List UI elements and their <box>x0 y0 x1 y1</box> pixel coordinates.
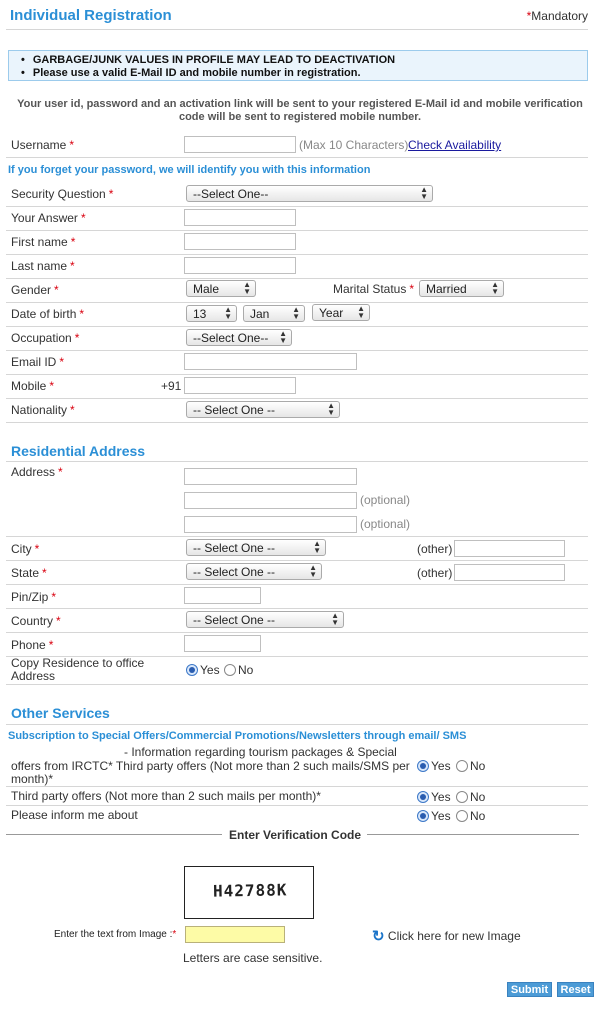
other-services-heading: Other Services <box>11 705 110 721</box>
email-label: Email ID * <box>11 355 65 369</box>
address-line-1-input[interactable] <box>184 468 357 485</box>
captcha-entry-label: Enter the text from Image :* <box>54 929 177 940</box>
nationality-label: Nationality * <box>11 403 75 417</box>
offer-1-no-radio[interactable]: No <box>456 759 485 773</box>
updown-arrow-icon: ▲ ▼ <box>224 305 232 321</box>
occupation-select[interactable]: --Select One-- ▲ ▼ <box>186 329 292 346</box>
updown-arrow-icon: ▲ ▼ <box>279 329 287 345</box>
first-name-input[interactable] <box>184 233 296 250</box>
mobile-prefix: +91 <box>161 379 182 393</box>
radio-empty-icon <box>456 760 468 772</box>
address-label: Address * <box>11 465 63 479</box>
updown-arrow-icon: ▲ ▼ <box>292 305 300 321</box>
radio-selected-icon <box>417 810 429 822</box>
submit-button[interactable]: Submit <box>507 982 552 997</box>
dob-label: Date of birth * <box>11 307 85 321</box>
radio-empty-icon <box>456 810 468 822</box>
updown-arrow-icon: ▲ ▼ <box>491 280 499 296</box>
optional-hint-2: (optional) <box>360 493 411 507</box>
radio-selected-icon <box>417 791 429 803</box>
updown-arrow-icon: ▲ ▼ <box>243 280 251 296</box>
state-label: State * <box>11 566 47 580</box>
occupation-label: Occupation * <box>11 331 80 345</box>
copy-residence-no-radio[interactable]: No <box>224 663 253 677</box>
address-line-2-input[interactable] <box>184 492 357 509</box>
reset-button[interactable]: Reset <box>557 982 594 997</box>
country-select[interactable]: -- Select One -- ▲ ▼ <box>186 611 344 628</box>
case-sensitive-note: Letters are case sensitive. <box>183 951 323 965</box>
copy-residence-label: Copy Residence to office Address <box>11 656 145 683</box>
state-other-label: (other) <box>417 566 453 580</box>
city-other-input[interactable] <box>454 540 565 557</box>
phone-input[interactable] <box>184 635 261 652</box>
radio-empty-icon <box>224 664 236 676</box>
mandatory-note: *Mandatory <box>526 9 588 23</box>
email-input[interactable] <box>184 353 357 370</box>
captcha-text: H42788K <box>212 880 288 901</box>
first-name-label: First name * <box>11 235 76 249</box>
dob-year-select[interactable]: Year ▲ ▼ <box>312 304 370 321</box>
new-image-link[interactable]: ↻ Click here for new Image <box>372 928 521 945</box>
marital-status-select[interactable]: Married ▲ ▼ <box>419 280 504 297</box>
offer-2-yes-radio[interactable]: Yes <box>417 790 451 804</box>
verification-divider-right <box>367 834 579 835</box>
notice-line-2: • Please use a valid E-Mail ID and mobile number in registration. <box>21 67 587 80</box>
city-label: City * <box>11 542 40 556</box>
verification-heading: Enter Verification Code <box>229 828 362 842</box>
dob-month-select[interactable]: Jan ▲ ▼ <box>243 305 305 322</box>
residential-address-heading: Residential Address <box>11 443 146 459</box>
marital-status-label: Marital Status * <box>333 282 415 296</box>
last-name-label: Last name * <box>11 259 75 273</box>
verification-divider-left <box>6 834 222 835</box>
pin-input[interactable] <box>184 587 261 604</box>
refresh-icon: ↻ <box>372 928 385 945</box>
offer-2-label: Third party offers (Not more than 2 such mails per month)* <box>11 789 321 803</box>
offer-1-line-1: - Information regarding tourism packages & Special <box>124 745 397 759</box>
gender-select[interactable]: Male ▲ ▼ <box>186 280 256 297</box>
warning-notice <box>8 50 588 81</box>
check-availability-link[interactable]: Check Availability <box>408 138 502 152</box>
city-select[interactable]: -- Select One -- ▲ ▼ <box>186 539 326 556</box>
mobile-label: Mobile * <box>11 379 55 393</box>
address-line-3-input[interactable] <box>184 516 357 533</box>
updown-arrow-icon: ▲ ▼ <box>309 563 317 579</box>
username-input[interactable] <box>184 136 296 153</box>
state-select[interactable]: -- Select One -- ▲ ▼ <box>186 563 322 580</box>
mobile-input[interactable] <box>184 377 296 394</box>
offer-1-line-3: month)* <box>11 772 54 786</box>
offer-1-yes-radio[interactable]: Yes <box>417 759 451 773</box>
city-other-label: (other) <box>417 542 453 556</box>
your-answer-input[interactable] <box>184 209 296 226</box>
updown-arrow-icon: ▲ ▼ <box>313 539 321 555</box>
last-name-input[interactable] <box>184 257 296 274</box>
pin-label: Pin/Zip * <box>11 590 57 604</box>
radio-empty-icon <box>456 791 468 803</box>
security-question-label: Security Question * <box>11 187 114 201</box>
offer-3-label: Please inform me about <box>11 808 138 822</box>
updown-arrow-icon: ▲ ▼ <box>327 401 335 417</box>
offer-2-no-radio[interactable]: No <box>456 790 485 804</box>
state-other-input[interactable] <box>454 564 565 581</box>
radio-selected-icon <box>417 760 429 772</box>
radio-selected-icon <box>186 664 198 676</box>
gender-label: Gender * <box>11 283 59 297</box>
updown-arrow-icon: ▲ ▼ <box>331 611 339 627</box>
forgot-password-note: If you forget your password, we will identify you with this information <box>8 164 371 176</box>
updown-arrow-icon: ▲ ▼ <box>357 304 365 320</box>
optional-hint-3: (optional) <box>360 517 411 531</box>
info-text: Your user id, password and an activation link will be sent to your registered E-Mail id and mobile verification code will be sent to registered mobile number. <box>17 98 583 123</box>
copy-residence-yes-radio[interactable]: Yes <box>186 663 220 677</box>
subscription-heading: Subscription to Special Offers/Commercial Promotions/Newsletters through email/ SMS <box>8 730 467 742</box>
dob-day-select[interactable]: 13 ▲ ▼ <box>186 305 237 322</box>
your-answer-label: Your Answer * <box>11 211 86 225</box>
security-question-select[interactable]: --Select One-- ▲ ▼ <box>186 185 433 202</box>
phone-label: Phone * <box>11 638 54 652</box>
captcha-image <box>184 866 314 919</box>
page-title: Individual Registration <box>10 7 172 24</box>
username-hint: (Max 10 Characters) <box>299 138 409 152</box>
notice-line-1: • GARBAGE/JUNK VALUES IN PROFILE MAY LEAD TO DEACTIVATION <box>21 54 587 67</box>
captcha-input[interactable] <box>185 926 285 943</box>
updown-arrow-icon: ▲ ▼ <box>420 185 428 201</box>
country-label: Country * <box>11 614 61 628</box>
offer-3-no-radio[interactable]: No <box>456 809 485 823</box>
offer-1-line-2: offers from IRCTC* Third party offers (Not more than 2 such mails/SMS per <box>11 759 410 773</box>
username-label: Username * <box>11 138 75 152</box>
nationality-select[interactable]: -- Select One -- ▲ ▼ <box>186 401 340 418</box>
offer-3-yes-radio[interactable]: Yes <box>417 809 451 823</box>
